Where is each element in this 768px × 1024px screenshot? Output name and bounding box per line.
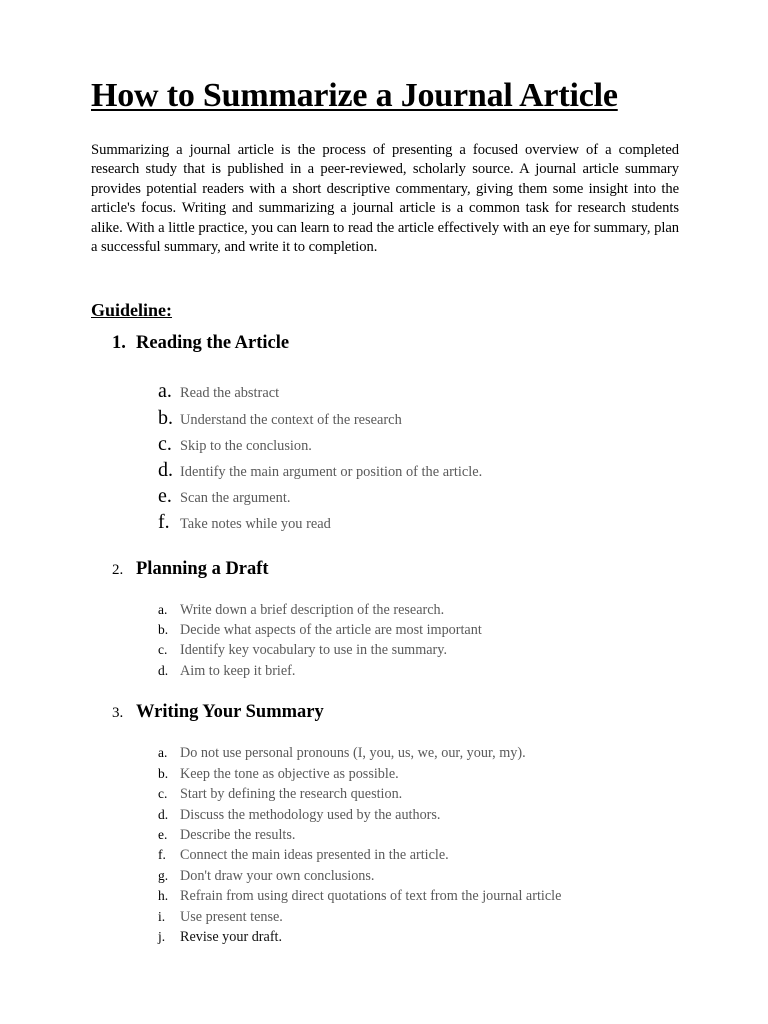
reading-steps-list xyxy=(91,379,679,536)
list-item xyxy=(91,845,679,865)
section-number: 3. xyxy=(112,705,124,722)
list-item xyxy=(91,620,679,640)
list-marker: a. xyxy=(158,380,172,403)
section-heading-writing xyxy=(112,700,679,725)
section-number: 1. xyxy=(112,333,126,354)
list-item-text: Describe the results. xyxy=(180,826,296,843)
list-item-text: Discuss the methodology used by the authors. xyxy=(180,806,441,823)
list-item xyxy=(91,764,679,784)
list-item-text: Use present tense. xyxy=(180,908,283,925)
list-item-text: Take notes while you read xyxy=(180,516,331,533)
list-marker: h. xyxy=(158,888,169,904)
list-marker: f. xyxy=(158,511,170,534)
list-item-text: Do not use personal pronouns (I, you, us, we, our, your, my). xyxy=(180,745,526,762)
list-item-text: Aim to keep it brief. xyxy=(180,662,296,679)
list-item xyxy=(91,805,679,825)
section-heading-reading xyxy=(112,331,679,355)
list-item xyxy=(91,825,679,845)
list-marker: d. xyxy=(158,662,169,678)
list-item xyxy=(91,484,679,510)
list-item xyxy=(91,886,679,906)
list-item-text: Connect the main ideas presented in the article. xyxy=(180,847,449,864)
list-item-text: Understand the context of the research xyxy=(180,411,402,428)
list-item-text: Identify key vocabulary to use in the summary. xyxy=(180,642,447,659)
list-item xyxy=(91,784,679,804)
section-title: Writing Your Summary xyxy=(136,702,324,723)
section-title: Reading the Article xyxy=(136,333,290,354)
list-marker: j. xyxy=(158,928,166,944)
list-item-text: Write down a brief description of the research. xyxy=(180,601,445,618)
planning-steps-list xyxy=(91,600,679,682)
list-item xyxy=(91,640,679,660)
list-item xyxy=(91,661,679,681)
list-marker: c. xyxy=(158,786,168,802)
document-page xyxy=(91,72,679,947)
list-item-text: Start by defining the research question. xyxy=(180,786,403,803)
page-title: How to Summarize a Journal Article xyxy=(91,77,618,114)
section-title: Planning a Draft xyxy=(136,558,269,579)
list-item-text: Revise your draft. xyxy=(180,928,283,945)
list-marker: b. xyxy=(158,406,173,429)
list-item xyxy=(91,510,679,536)
list-item-text: Scan the argument. xyxy=(180,490,291,507)
list-item-text: Refrain from using direct quotations of text from the journal article xyxy=(180,888,562,905)
section-number: 2. xyxy=(112,561,124,578)
list-marker: i. xyxy=(158,908,166,924)
section-heading-planning xyxy=(112,557,679,582)
list-item xyxy=(91,743,679,763)
list-marker: d. xyxy=(158,806,169,822)
list-item xyxy=(91,379,679,405)
list-marker: e. xyxy=(158,826,168,842)
list-marker: b. xyxy=(158,765,169,781)
list-item-text: Read the abstract xyxy=(180,385,280,402)
list-marker: c. xyxy=(158,432,172,455)
list-item xyxy=(91,458,679,484)
writing-steps-list xyxy=(91,743,679,947)
list-item xyxy=(91,432,679,458)
list-item xyxy=(91,907,679,927)
guideline-heading: Guideline: xyxy=(91,300,173,321)
list-marker: a. xyxy=(158,745,168,761)
list-marker: e. xyxy=(158,485,172,508)
list-item-text: Decide what aspects of the article are most important xyxy=(180,622,482,639)
list-marker: a. xyxy=(158,601,168,617)
list-marker: g. xyxy=(158,867,169,883)
list-item-text: Identify the main argument or position of the article. xyxy=(180,464,483,481)
list-item-text: Don't draw your own conclusions. xyxy=(180,867,375,884)
list-marker: b. xyxy=(158,622,169,638)
intro-paragraph: Summarizing a journal article is the process of presenting a focused overview of a completed research study that is published in a peer-reviewed, scholarly source. A journal article summary provides potential readers with a short descriptive commentary, giving them some insight into the article's focus. Writing and summarizing a journal article is a common task for research students alike. With a little practice, you can learn to read the article effectively with an eye for summary, plan a successful summary, and write it to completion. xyxy=(91,142,679,256)
list-item xyxy=(91,927,679,947)
list-item-text: Skip to the conclusion. xyxy=(180,437,312,454)
list-item-text: Keep the tone as objective as possible. xyxy=(180,765,399,782)
list-item xyxy=(91,866,679,886)
list-marker: d. xyxy=(158,459,173,482)
list-marker: f. xyxy=(158,847,166,863)
list-item xyxy=(91,406,679,432)
list-marker: c. xyxy=(158,642,168,658)
list-item xyxy=(91,600,679,620)
